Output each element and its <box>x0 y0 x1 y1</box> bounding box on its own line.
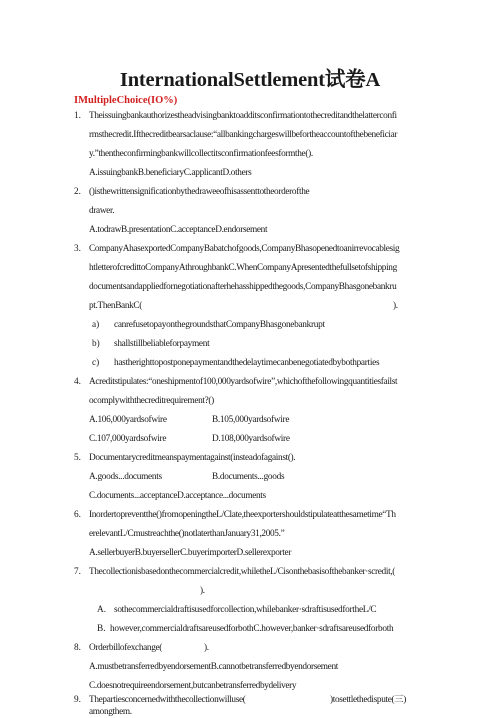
option-text: sothecommercialdraftisusedforcollection,whilebanker·sdraftisusedfortheL/C <box>114 605 377 615</box>
answer-options: A.mustbetransferredbyendorsementB.cannotbetransferredbyendorsement <box>89 662 338 672</box>
option-label: B. <box>97 624 106 634</box>
question-number: 9. <box>74 695 81 705</box>
option-text: A.goods...documents <box>89 472 162 482</box>
option-label: b) <box>92 339 100 349</box>
question-text: amongthem. <box>89 707 132 717</box>
question-text: Acreditstipulates:“oneshipmentof100,000yardsofwire”,whichofthefollowingquantitiesfailst <box>89 377 398 387</box>
option-text: canrefusetopayonthegroundsthatCompanyBhasgonebankrupt <box>114 320 325 330</box>
question-number: 5. <box>74 453 81 463</box>
question-text: ). <box>200 586 205 596</box>
page-title: InternationalSettlement试卷A <box>119 69 381 91</box>
option-text: B.documents...goods <box>212 472 285 482</box>
question-text: ocomplywiththecreditrequirement?() <box>89 396 214 406</box>
question-number: 6. <box>74 510 81 520</box>
question-text: Thecollectionisbasedonthecommercialcredit,whiletheL/Cisonthebasisofthebanker·scredit,( <box>89 567 396 577</box>
question-text: Documentarycreditmeanspaymentagainst(insteadofagainst(). <box>89 453 296 463</box>
question-text: Thepartiesconcernedwiththecollectionwilluse( <box>89 695 246 705</box>
question-text: documentsandappliedfornegotiationafterhehasshippedthegoods,CompanyBhasgonebankru <box>89 282 397 292</box>
option-label: A. <box>97 605 107 615</box>
option-text: A.106,000yardsofwire <box>89 415 167 425</box>
question-number: 8. <box>74 643 81 653</box>
question-text: y.”thentheconfirmingbankwillcollectitsconfirmationfeesformthe(). <box>89 149 313 159</box>
question-text: Orderbillofexchange( <box>89 643 163 653</box>
option-text: D.108,000yardsofwire <box>212 434 290 444</box>
question-text: Inordertopreventthe()fromopeningtheL/Clate,theexportershouldstipulateatthesametime“Th <box>89 510 396 520</box>
question-text: )tosettlethedispute(三) <box>330 695 406 705</box>
option-label: a) <box>92 320 100 330</box>
answer-options: A.todrawB.presentationC.acceptanceD.endorsement <box>89 225 268 235</box>
question-text: erelevantL/Cmustreachthe()notlaterthanJanuary31,2005.” <box>89 529 285 539</box>
answer-options: A.issuingbankB.beneficiaryC.applicantD.others <box>89 168 252 178</box>
question-number: 4. <box>74 377 81 387</box>
question-text: pt.ThenBankC( <box>89 301 143 311</box>
question-text: ()isthewrittensignificationbythedraweeofhisassenttotheorderofthe <box>89 187 310 197</box>
option-text: hastherighttopostponepaymentandthedelaytimecanbenegotiatedbybothparties <box>114 358 380 368</box>
option-text: however,commercialdraftsareusedforbothC.however,banker·sdraftsareusedforboth <box>110 624 394 634</box>
question-text: htletterofcredittoCompanyAthroughbankC.WhenCompanyApresentedthefullsetofshipping <box>89 263 397 273</box>
question-blank-close: ). <box>204 643 209 653</box>
answer-options: C.documents...acceptanceD.acceptance...documents <box>89 491 266 501</box>
question-number: 7. <box>74 567 81 577</box>
option-text: C.107,000yardsofwire <box>89 434 167 444</box>
question-text: rmsthecredit.Ifthecreditbearsaclause:“allbankingchargeswillbefortheaccountofthebeneficiar <box>89 130 398 140</box>
question-text: CompanyAhasexportedCompanyBabatchofgoods,CompanyBhasopenedtoanirrevocablesig <box>89 244 400 254</box>
question-number: 1. <box>74 111 81 121</box>
question-number: 3. <box>74 244 81 254</box>
option-text: shallstillbeliableforpayment <box>114 339 210 349</box>
answer-options: A.sellerbuyerB.buyersellerC.buyerimporterD.sellerexporter <box>89 548 292 558</box>
option-text: B.105,000yardsofwire <box>212 415 290 425</box>
section-heading: IMultipleChoice(IO%) <box>74 95 178 106</box>
option-label: c) <box>92 358 100 368</box>
question-number: 2. <box>74 187 81 197</box>
question-blank-close: ). <box>393 301 398 311</box>
question-text: Theissuingbankauthorizestheadvisingbanktoadditsconfirmationtothecreditandthelatterconfi <box>89 111 397 121</box>
answer-options: C.doesnotrequireendorsement,butcanbetransferredbydelivery <box>89 681 297 691</box>
question-text: drawer. <box>89 206 115 216</box>
